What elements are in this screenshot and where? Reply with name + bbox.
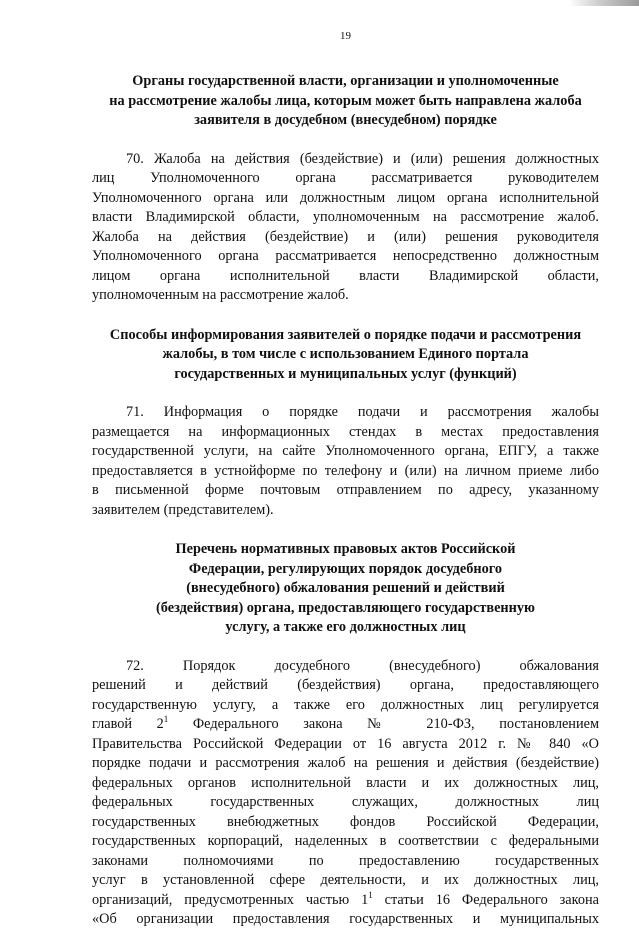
- text-line: законами полномочиями по предоставлению государственных: [92, 852, 599, 869]
- text-line: 72. Порядок досудебного (внесудебного) обжалования: [126, 657, 599, 674]
- text-line: Уполномоченного органа рассматривается непосредственно должностным: [92, 248, 599, 264]
- text-line: организаций, предусмотренных частью $1^1$ статьи 16 Федерального закона: [92, 889, 599, 908]
- section-heading-complaint-bodies: [92, 72, 599, 131]
- text-line: порядке подачи и рассмотрения жалоб на решения и действия (бездействие): [92, 755, 599, 771]
- paragraph-70: [92, 150, 599, 306]
- text-line: государственную услугу, а также его должностных лиц регулируется: [92, 696, 599, 713]
- text-line: 70. Жалоба на действия (бездействие) и (или) решения должностных: [126, 150, 599, 167]
- scan-edge-mark: [569, 0, 639, 6]
- text-line: Жалоба на действия (бездействие) и (или) решения руководителя: [92, 228, 599, 245]
- text-line: предоставляется в устнойформе по телефону и (или) на личном приеме либо: [92, 462, 599, 479]
- text-line: лиц Уполномоченного органа рассматривается руководителем: [92, 170, 599, 186]
- heading-line: Перечень нормативных правовых актов Российской: [175, 541, 516, 557]
- text-line: заявителем (представителем).: [92, 501, 274, 518]
- text-line: государственной услуги, на сайте Уполномоченного органа, ЕПГУ, а также: [92, 443, 599, 459]
- heading-line: Органы государственной власти, организации и уполномоченные: [132, 73, 559, 89]
- heading-line: заявителя в досудебном (внесудебном) порядке: [194, 112, 497, 128]
- text-line: власти Владимирской области, уполномоченным на рассмотрение жалоб.: [92, 209, 599, 225]
- section-heading-regulatory-acts: [92, 540, 599, 638]
- heading-line: на рассмотрение жалобы лица, которым может быть направлена жалоба: [109, 92, 582, 109]
- heading-line: жалобы, в том числе с использованием Единого портала: [162, 346, 529, 362]
- text-line: услуг в установленной сфере деятельности, и их должностных лиц,: [92, 872, 599, 888]
- text-line: «Об организации предоставления государственных и муниципальных: [92, 911, 599, 927]
- text-line: федеральных государственных служащих, должностных лиц: [92, 794, 599, 810]
- text-line: 71. Информация о порядке подачи и рассмотрения жалобы: [126, 404, 599, 420]
- text-line: уполномоченным на рассмотрение жалоб.: [92, 287, 349, 303]
- text-line: лицом органа исполнительной власти Владимирской области,: [92, 267, 599, 284]
- text-line: федеральных органов исполнительной власти и их должностных лиц,: [92, 774, 599, 791]
- heading-line: (внесудебного) обжалования решений и действий: [186, 580, 505, 596]
- text-line: решений и действий (бездействия) органа, предоставляющего: [92, 677, 599, 693]
- text-line: государственных внебюджетных фондов Российской Федерации,: [92, 813, 599, 830]
- heading-line: Способы информирования заявителей о порядке подачи и рассмотрения: [109, 326, 582, 343]
- heading-line: Федерации, регулирующих порядок досудебного: [188, 560, 503, 577]
- document-page: [92, 30, 599, 930]
- text-line: в письменной форме почтовым отправлением по адресу, указанному: [92, 482, 599, 498]
- text-line: размещается на информационных стендах в местах предоставления: [92, 423, 599, 440]
- heading-line: (бездействия) органа, предоставляющего государственную: [156, 599, 535, 616]
- heading-line: услугу, а также его должностных лиц: [225, 619, 466, 635]
- paragraph-72: [92, 657, 599, 930]
- page-number: 19: [340, 30, 351, 42]
- text-line: государственных корпораций, наделенных в соответствии с федеральными: [92, 833, 599, 849]
- text-line: Уполномоченного органа или должностным лицом органа исполнительной: [92, 189, 599, 206]
- paragraph-71: [92, 403, 599, 520]
- section-heading-informing-methods: [92, 326, 599, 385]
- text-line: Правительства Российской Федерации от 16 августа 2012 г. № 840 «О: [92, 735, 599, 752]
- text-line: главой $2^1$ Федерального закона № 210-ФЗ, постановлением: [92, 714, 599, 732]
- heading-line: государственных и муниципальных услуг (функций): [174, 365, 517, 382]
